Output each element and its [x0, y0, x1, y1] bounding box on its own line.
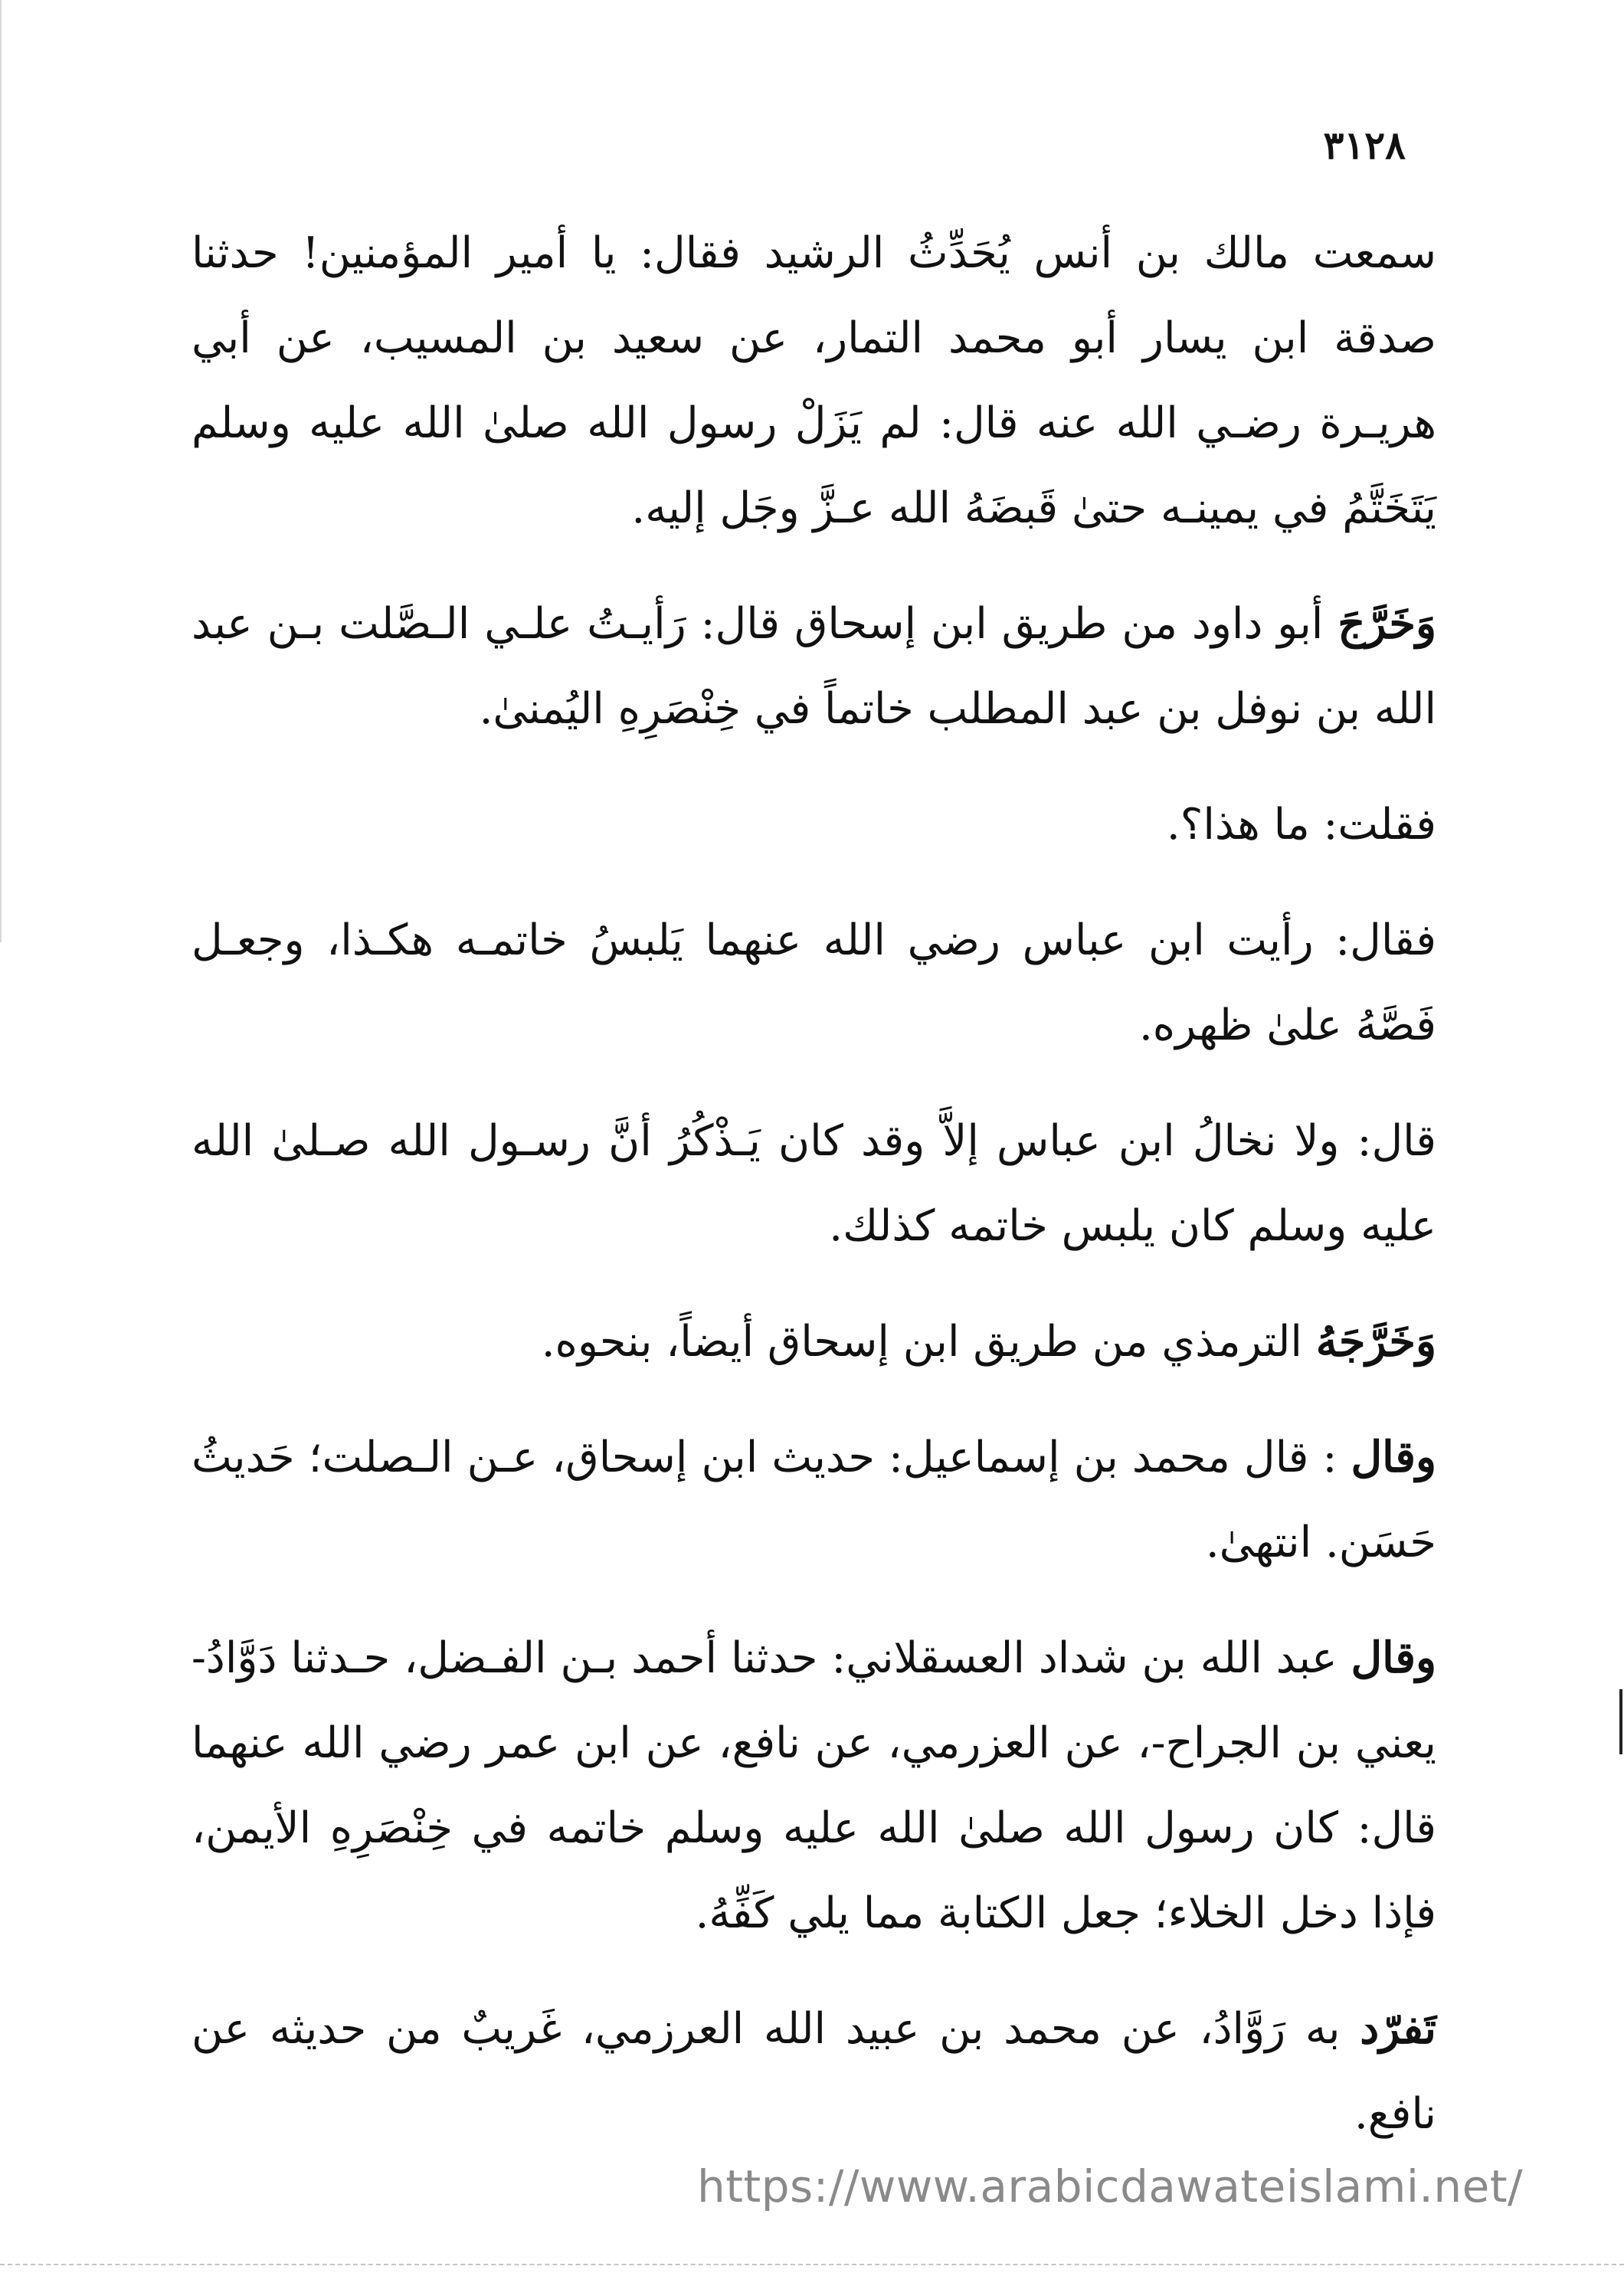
scan-footer-line: [0, 2264, 1624, 2267]
paragraph-lead: تَفرّد: [1360, 2003, 1436, 2054]
paragraph-lead: وَخَرَّجَ: [1338, 598, 1437, 649]
paragraph: [192, 782, 1436, 867]
paragraph: [192, 211, 1436, 551]
paragraph: [192, 1986, 1436, 2157]
page-number: ٣١٢٨: [1323, 123, 1406, 168]
paragraph-text: سمعت مالك بن أنس يُحَدِّثُ الرشيد فقال: يا أمير المؤمنين! حدثنا صدقة ابن يسار أبو محمد التمار، عن سعيد بن المسيب، عن أبي هريـرة رضـي الله عنه قال: لم يَزَلْ رسول الله صلىٰ الله عليه وسلم يَتَخَتَّمُ في يمينـه حتىٰ قَبضَهُ الله عـزَّ وجَل إليه.: [192, 228, 1436, 533]
paragraph: [192, 1616, 1436, 1956]
body-text: [192, 211, 1436, 2187]
paragraph: [192, 1415, 1436, 1585]
paragraph-lead: وَخَرَّجَهُ: [1315, 1316, 1436, 1367]
paragraph-lead: وقال: [1351, 1633, 1436, 1683]
scan-margin-mark: [1619, 1689, 1622, 1754]
watermark-url: https://www.arabicdawateislami.net/: [697, 2160, 1524, 2212]
paragraph-text: : قال محمد بن إسماعيل: حديث ابن إسحاق، عـن الـصلت؛ حَديثُ حَسَن. انتهىٰ.: [192, 1433, 1436, 1567]
paragraph-text: قال: ولا نخالُ ابن عباس إلاَّ وقد كان يَـذْكُرُ أنَّ رسـول الله صـلىٰ الله عليه وسلم كان يلبس خاتمه كذلك.: [192, 1116, 1436, 1251]
paragraph-text: فقلت: ما هذا؟.: [1166, 800, 1436, 850]
paragraph-text: أبو داود من طريق ابن إسحاق قال: رَأيـتُ علـي الـصَّلت بـن عبد الله بن نوفل بن عبد المطلب خاتماً في خِنْصَرِهِ اليُمنىٰ.: [192, 599, 1436, 734]
paragraph-text: به رَوَّادُ، عن محمد بن عبيد الله العرزمي، غَريبٌ من حديثه عن نافع.: [192, 2004, 1436, 2139]
paragraph-text: الترمذي من طريق ابن إسحاق أيضاً، بنحوه.: [541, 1317, 1316, 1367]
scan-edge-mark: [0, 0, 2, 942]
paragraph-text: عبد الله بن شداد العسقلاني: حدثنا أحمد بـن الفـضل، حـدثنا دَوَّادُ- يعني بن الجراح-، عن العزرمي، عن نافع، عن ابن عمر رضي الله عنهما قال: كان رسول الله صلىٰ الله عليه وسلم خاتمه في خِنْصَرِهِ الأيمن، فإذا دخل الخلاء؛ جعل الكتابة مما يلي كَفِّهُ.: [192, 1633, 1436, 1938]
paragraph-lead: وقال: [1351, 1432, 1436, 1482]
paragraph: [192, 1099, 1436, 1269]
paragraph: [192, 581, 1436, 752]
paragraph-text: فقال: رأيت ابن عباس رضي الله عنهما يَلبسُ خاتمـه هكـذا، وجعـل فَصَّهُ علىٰ ظهره.: [192, 915, 1436, 1050]
paragraph: [192, 898, 1436, 1068]
paragraph: [192, 1299, 1436, 1384]
